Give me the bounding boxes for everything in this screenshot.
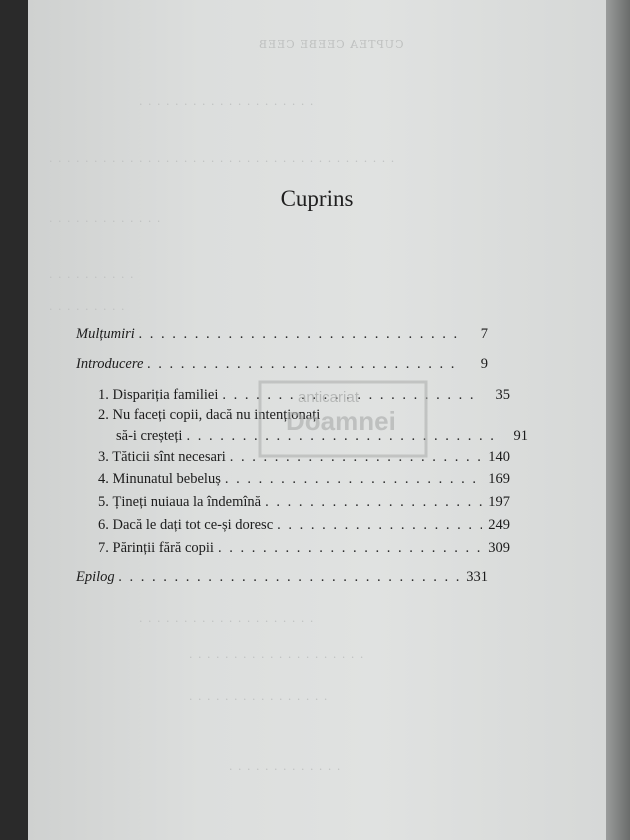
watermark-text-top: anticariat bbox=[298, 389, 359, 406]
toc-entry bbox=[76, 428, 528, 445]
watermark-text-main: Doamnei bbox=[286, 406, 396, 436]
book-page bbox=[28, 0, 606, 840]
dot-leader bbox=[147, 356, 460, 373]
toc-entry-label: 5. Țineți nuiaua la îndemînă bbox=[98, 494, 262, 510]
toc-entry bbox=[76, 494, 510, 511]
bleed-through-text: . . . . . . . . . . . . . bbox=[228, 760, 341, 773]
toc-entry-page: 169 bbox=[488, 471, 510, 487]
toc-entry-page: 9 bbox=[480, 356, 488, 372]
toc-entry bbox=[76, 326, 488, 343]
toc-entry-page: 331 bbox=[466, 569, 488, 585]
toc-entry-label: 1. Dispariția familiei bbox=[98, 387, 219, 403]
toc-entry-page: 91 bbox=[513, 428, 528, 444]
page-edge-shadow bbox=[606, 0, 630, 840]
toc-entry-label: Mulțumiri bbox=[76, 326, 135, 342]
toc-entry-label: 3. Tăticii sînt necesari bbox=[98, 449, 226, 465]
toc-entry-label: 4. Minunatul bebeluș bbox=[98, 471, 221, 487]
toc-entry bbox=[76, 471, 510, 488]
dot-leader bbox=[265, 494, 482, 511]
toc-entry bbox=[76, 517, 510, 534]
toc-entry-page: 309 bbox=[488, 540, 510, 556]
dot-leader bbox=[119, 569, 460, 586]
dot-leader bbox=[186, 428, 500, 445]
toc-entry-page: 140 bbox=[488, 449, 510, 465]
dot-leader bbox=[225, 471, 482, 488]
toc-entry-label-continued: să-i creșteți bbox=[116, 428, 183, 444]
bleed-through-text: CUPTEA CEEBE CEEB bbox=[258, 38, 404, 51]
toc-entry-label: Introducere bbox=[76, 356, 144, 372]
bleed-through-text: . . . . . . . . . . . . . . . . . . . . bbox=[138, 612, 314, 625]
toc-entry-page: 7 bbox=[480, 326, 488, 342]
toc-entry-label: Epilog bbox=[76, 569, 115, 585]
dot-leader bbox=[222, 387, 482, 404]
bleed-through-text: . . . . . . . . . . bbox=[48, 268, 134, 281]
toc-entry-page: 249 bbox=[488, 517, 510, 533]
bleed-through-text: . . . . . . . . . . . . . . . . . . . . . . . . . . . . . . . . . . . . . . . bbox=[48, 152, 395, 165]
bleed-through-text: . . . . . . . . . . . . . bbox=[48, 212, 161, 225]
dot-leader bbox=[277, 517, 482, 534]
toc-entry bbox=[76, 540, 510, 557]
toc-entry bbox=[76, 569, 488, 586]
bleed-through-text: . . . . . . . . . . . . . . . . bbox=[188, 690, 328, 703]
bleed-through-text: . . . . . . . . . . . . . . . . . . . . bbox=[138, 95, 314, 108]
bleed-through-text: . . . . . . . . . . . . . . . . . . . . bbox=[188, 648, 364, 661]
toc-entry-label: 7. Părinții fără copii bbox=[98, 540, 214, 556]
dot-leader bbox=[230, 449, 482, 466]
dot-leader bbox=[139, 326, 460, 343]
bleed-through-text: . . . . . . . . . bbox=[48, 300, 125, 313]
toc-entry-page: 35 bbox=[495, 387, 510, 403]
toc-entry-first-line bbox=[76, 407, 510, 424]
toc-entry-page: 197 bbox=[488, 494, 510, 510]
toc-entry bbox=[76, 387, 510, 404]
toc-entry-label: 2. Nu faceți copii, dacă nu intenționați bbox=[98, 407, 321, 423]
dot-leader bbox=[218, 540, 482, 557]
toc-entry bbox=[76, 356, 488, 373]
toc-entry-label: 6. Dacă le dați tot ce-și doresc bbox=[98, 517, 274, 533]
page-title: Cuprins bbox=[280, 186, 354, 211]
toc-entry bbox=[76, 449, 510, 466]
